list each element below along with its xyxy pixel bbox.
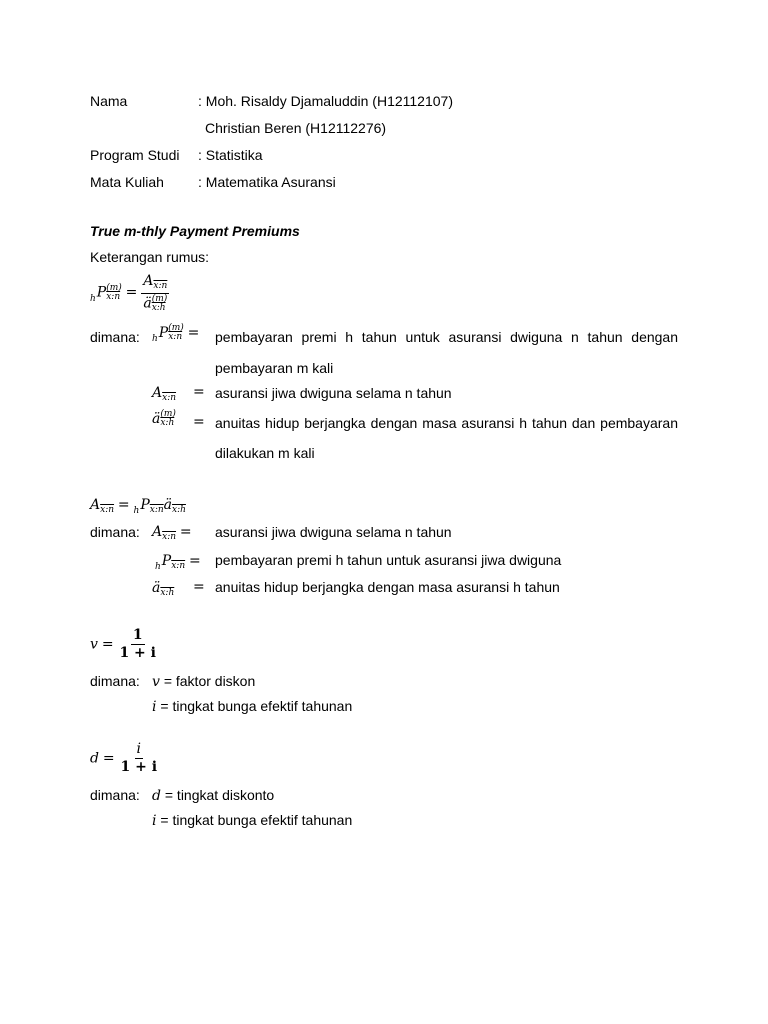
symbol-hP-m: $_h$P $\frac{(m)}{x:n}$ = <box>152 323 200 344</box>
section-title: True m-thly Payment Premiums <box>90 223 300 239</box>
desc-A-1: asuransi jiwa dwiguna selama n tahun <box>215 385 452 401</box>
dimana-1: dimana: <box>90 329 140 345</box>
symbol-A-2: $A_{x:n}$ = <box>152 524 192 542</box>
nama-value-1: : Moh. Risaldy Djamaluddin (H12112107) <box>198 93 453 109</box>
desc-v: = faktor diskon <box>163 673 256 689</box>
eq-a: = <box>193 579 205 595</box>
desc-i-2: = tingkat bunga efektif tahunan <box>160 812 353 828</box>
desc-d: = tingkat diskonto <box>164 787 275 803</box>
dimana-3: dimana: <box>90 673 140 689</box>
desc-i-row-1: i = tingkat bunga efektif tahunan <box>152 698 353 715</box>
eq-a-m: = <box>193 414 205 430</box>
formula-4: d = $\frac{i}{1 + i}$ <box>90 741 158 776</box>
desc-v-row: v = faktor diskon <box>152 673 256 690</box>
nama-value-2: Christian Beren (H12112276) <box>205 120 387 136</box>
symbol-A: $A_{x:n}$ <box>152 385 177 403</box>
desc-hP: pembayaran premi h tahun untuk asuransi jiwa dwiguna <box>215 552 562 568</box>
nama-label: Nama <box>90 93 128 109</box>
desc-A-2: asuransi jiwa dwiguna selama n tahun <box>215 524 452 540</box>
symbol-hP: $_hP_{x:n}$ = <box>155 553 201 572</box>
desc-i-1: = tingkat bunga efektif tahunan <box>160 698 353 714</box>
eq-A: = <box>193 384 205 400</box>
symbol-a-m: ä $\frac{(m)}{x:h}$ <box>152 409 176 429</box>
desc-i-row-2: i = tingkat bunga efektif tahunan <box>152 812 353 829</box>
desc-P-m-2: pembayaran m kali <box>215 360 334 376</box>
desc-P-m-1: pembayaran premi h tahun untuk asuransi dwiguna n tahun dengan <box>215 329 678 345</box>
desc-a: anuitas hidup berjangka dengan masa asuransi h tahun <box>215 579 560 595</box>
keterangan-label: Keterangan rumus: <box>90 249 210 265</box>
symbol-a: $ä_{x:h}$ <box>152 580 175 598</box>
prodi-value: : Statistika <box>198 147 263 163</box>
desc-a-m-1: anuitas hidup berjangka dengan masa asuransi h tahun dan pembayaran <box>215 415 678 431</box>
dimana-4: dimana: <box>90 787 140 803</box>
dimana-2: dimana: <box>90 524 140 540</box>
desc-d-row: d = tingkat diskonto <box>152 787 275 804</box>
formula-2: $A_{x:n}$ = $_hP_{x:n}ä_{x:h}$ <box>90 497 186 516</box>
formula-3: v = $\frac{1}{1 + i}$ <box>90 627 156 662</box>
matkul-label: Mata Kuliah <box>90 174 164 190</box>
desc-a-m-2: dilakukan m kali <box>215 445 315 461</box>
matkul-value: : Matematika Asuransi <box>198 174 336 190</box>
formula-1: $_h$P $\frac{(m)}{x:n}$ = $A_{x:n}$ ä $\frac{(m)}{x:h}$ <box>90 273 168 313</box>
prodi-label: Program Studi <box>90 147 180 163</box>
